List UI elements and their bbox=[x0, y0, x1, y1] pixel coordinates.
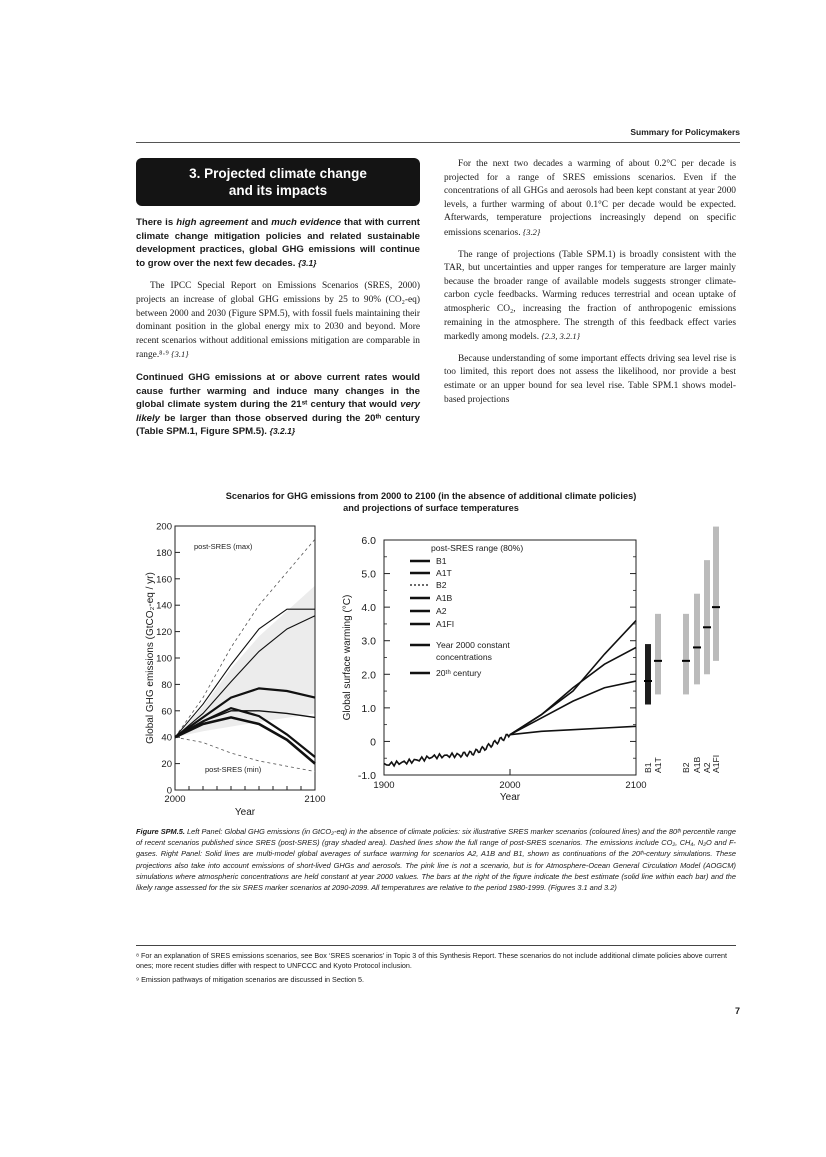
figure-title bbox=[136, 490, 726, 515]
warming-y-tick-label: 0 bbox=[370, 736, 376, 749]
emissions-y-tick-label: 180 bbox=[156, 547, 172, 559]
lead1-ref: {3.1} bbox=[298, 257, 317, 268]
emissions-y-axis-label: Global GHG emissions (GtCO₂-eq / yr) bbox=[145, 572, 156, 744]
emissions-y-tick-label: 140 bbox=[156, 600, 172, 612]
warming-y-tick-label: 6.0 bbox=[361, 535, 376, 547]
warming-y-tick-label: 4.0 bbox=[361, 602, 376, 615]
figure-title-line1: Scenarios for GHG emissions from 2000 to 2100 (in the absence of additional climate policies) bbox=[225, 491, 637, 501]
warming-bar-label: A1FI bbox=[711, 754, 721, 773]
right-para2-text: The range of projections (Table SPM.1) is broadly consistent with the TAR, but uncertainties and upper ranges for temperature are larger mainly because the broader range of available models suggests stronger climate-carbon cycle feedbacks. Warming reduces terrestrial and ocean uptake of atmospheric CO₂, increasing the fraction of anthropogenic emissions remaining in the atmosphere. The strength of this feedback effect varies markedly among models. bbox=[444, 249, 736, 343]
emissions-plot-frame bbox=[175, 526, 315, 790]
emissions-scenario-line bbox=[175, 708, 315, 757]
warming-legend-label: Year 2000 constant bbox=[436, 640, 510, 650]
footnote-9-text: Emission pathways of mitigation scenarios are discussed in Section 5. bbox=[139, 975, 364, 984]
caption-text: Left Panel: Global GHG emissions (in GtCO₂-eq) in the absence of climate policies: six illustrative SRES marker scenarios (coloured lines) and the 80ᵗʰ percentile range of recent scenarios published since SRES (post-SRES) (gray shaded area). Dashed lines show the full range of post-SRES scenarios. The emissions include CO₂, CH₄, N₂O and F-gases. Right Panel: Solid lines are multi-model global averages of surface warming for scenarios A2, A1B and B1, shown as continuations of the 20ᵗʰ-century simulations. These projections also take into account emissions of short-lived GHGs and aerosols. The pink line is not a scenario, but is for Atmosphere-Ocean General Circulation Model (AOGCM) simulations where atmospheric concentrations are held constant at year 2000 values. The bars at the right of the figure indicate the best estimate (solid line within each bar) and the likely range assessed for the six SRES marker scenarios at 2090-2099. All temperatures are relative to the period 1980-1999. (Figures 3.1 and 3.2) bbox=[136, 827, 736, 893]
section-title-line2: and its impacts bbox=[228, 183, 328, 198]
emissions-y-tick-label: 100 bbox=[156, 653, 172, 665]
warming-x-tick-label: 2000 bbox=[499, 780, 521, 791]
emissions-annotation-min: post-SRES (min) bbox=[205, 765, 262, 774]
figure-caption bbox=[136, 826, 736, 893]
warming-legend-label: B1 bbox=[436, 556, 447, 566]
emissions-y-tick-label: 0 bbox=[166, 785, 172, 797]
emissions-scenario-line bbox=[175, 717, 315, 763]
lead2-emphasis-very-likely: very likely bbox=[136, 399, 420, 424]
emissions-y-tick-label: 120 bbox=[156, 627, 172, 639]
footnote-8 bbox=[136, 951, 736, 971]
warming-bar-label: A1B bbox=[692, 756, 702, 773]
warming-range-bar bbox=[694, 594, 700, 685]
warming-panel bbox=[342, 527, 721, 803]
emissions-y-tick-label: 40 bbox=[161, 732, 172, 744]
warming-legend-label: A2 bbox=[436, 606, 447, 616]
lead1-emphasis-agreement: high agreement bbox=[176, 217, 249, 228]
right-para3-text: Because understanding of some important effects driving sea level rise is too limited, this report does not assess the likelihood, nor provide a best estimate or an upper bound for sea level rise. Table SPM.1 shows model-based projections bbox=[444, 353, 736, 405]
right-paragraph-1 bbox=[444, 158, 736, 241]
warming-bar-label: B1 bbox=[643, 762, 653, 773]
left-column bbox=[136, 158, 420, 449]
right-para1-ref: {3.2} bbox=[522, 226, 541, 237]
section-title-line1: 3. Projected climate change bbox=[189, 166, 367, 181]
warming-legend-label: A1B bbox=[436, 593, 453, 603]
warming-series-line bbox=[510, 621, 636, 735]
warming-series-line bbox=[510, 647, 636, 734]
emissions-scenario-line bbox=[175, 711, 315, 737]
footnote-rule bbox=[136, 945, 736, 946]
lead1-emphasis-evidence: much evidence bbox=[271, 217, 341, 228]
emissions-scenario-line bbox=[175, 616, 315, 737]
lead-statement-2 bbox=[136, 371, 420, 439]
warming-y-tick-label: 1.0 bbox=[361, 702, 376, 715]
footnote-8-mark: ⁸ bbox=[136, 951, 140, 960]
right-paragraph-2 bbox=[444, 249, 736, 345]
warming-y-tick-label: 2.0 bbox=[361, 669, 376, 682]
warming-legend-label: A1FI bbox=[436, 619, 455, 629]
emissions-x-tick-label: 2000 bbox=[164, 794, 186, 805]
emissions-y-tick-label: 80 bbox=[161, 679, 172, 691]
warming-legend-label: A1T bbox=[436, 568, 452, 578]
emissions-dashed-line bbox=[175, 539, 315, 737]
header-rule bbox=[136, 142, 740, 143]
footnote-9-mark: ⁹ bbox=[136, 975, 140, 984]
emissions-x-tick-label: 2100 bbox=[304, 794, 326, 805]
lead2-text-c: be larger than those observed during the 20ᵗʰ century (Table SPM.1, Figure SPM.5). bbox=[136, 412, 420, 438]
warming-x-tick-label: 1900 bbox=[373, 780, 395, 791]
right-column bbox=[444, 158, 736, 415]
warming-bar-label: B2 bbox=[681, 762, 691, 773]
caption-label: Figure SPM.5. bbox=[136, 827, 185, 836]
lead2-text-a: Continued GHG emissions at or above current rates would cause further warming and induce many changes in the global climate system during the 21ˢᵗ century that would bbox=[136, 371, 420, 411]
warming-legend-label-cont: concentrations bbox=[436, 652, 492, 662]
lead2-ref: {3.2.1} bbox=[269, 426, 296, 437]
lead1-text-a: There is bbox=[136, 217, 177, 228]
warming-legend-title: post-SRES range (80%) bbox=[431, 543, 524, 553]
emissions-scenario-line bbox=[175, 609, 315, 737]
emissions-y-tick-label: 160 bbox=[156, 574, 172, 586]
warming-bar-label: A2 bbox=[702, 762, 712, 773]
warming-y-axis-label: Global surface warming (°C) bbox=[342, 594, 353, 721]
emissions-y-tick-label: 200 bbox=[156, 521, 172, 533]
left-paragraph-1 bbox=[136, 280, 420, 363]
warming-y-tick-label: 3.0 bbox=[361, 635, 376, 648]
left-para1-text: The IPCC Special Report on Emissions Scenarios (SRES, 2000) projects an increase of global GHG emissions by 25 to 90% (CO₂-eq) between 2000 and 2030 (Figure SPM.5), with fossil fuels maintaining their dominant position in the global energy mix to 2030 and beyond. More recent scenarios without additional emissions mitigation are comparable in range.⁸·⁹ bbox=[136, 281, 420, 361]
emissions-dashed-line bbox=[175, 737, 315, 771]
warming-bar-label: A1T bbox=[653, 757, 663, 773]
warming-series-line bbox=[510, 726, 636, 734]
emissions-scenario-line bbox=[175, 688, 315, 737]
emissions-shaded-range bbox=[175, 586, 315, 738]
emissions-annotation-max: post-SRES (max) bbox=[194, 542, 253, 551]
warming-range-bar bbox=[713, 527, 719, 661]
warming-series-line bbox=[510, 681, 636, 735]
warming-range-bar bbox=[683, 614, 689, 695]
emissions-panel bbox=[145, 522, 326, 819]
warming-range-bar bbox=[655, 614, 661, 695]
running-header: Summary for Policymakers bbox=[630, 127, 740, 137]
lead-statement-1 bbox=[136, 216, 420, 270]
lead1-text-c: and bbox=[248, 217, 272, 228]
warming-range-bar bbox=[645, 644, 651, 704]
emissions-y-tick-label: 60 bbox=[161, 706, 172, 718]
warming-y-tick-label: -1.0 bbox=[357, 770, 376, 782]
warming-legend-label: 20ᵗʰ century bbox=[436, 668, 482, 678]
warming-series-line bbox=[384, 735, 510, 766]
right-para1-text: For the next two decades a warming of about 0.2°C per decade is projected for a range of SRES emissions scenarios. Even if the concentrations of all GHGs and aerosols had been kept constant at year 2000 levels, a further warming of about 0.1°C per decade would be expected. Afterwards, temperature projections increasingly depend on specific emissions scenarios. bbox=[444, 159, 736, 238]
warming-range-bar bbox=[704, 560, 710, 674]
warming-x-tick-label: 2100 bbox=[625, 780, 647, 791]
page-number: 7 bbox=[734, 1006, 740, 1016]
warming-y-tick-label: 5.0 bbox=[361, 568, 376, 581]
section-heading-box bbox=[136, 158, 420, 206]
figure-title-line2: and projections of surface temperatures bbox=[343, 503, 519, 514]
warming-plot-frame bbox=[384, 540, 636, 775]
warming-legend-label: B2 bbox=[436, 580, 447, 590]
emissions-y-tick-label: 20 bbox=[161, 759, 172, 771]
right-paragraph-3 bbox=[444, 353, 736, 407]
emissions-x-axis-label: Year bbox=[234, 807, 256, 818]
footnote-9 bbox=[136, 975, 736, 985]
left-para1-ref: {3.1} bbox=[171, 349, 189, 360]
right-para2-ref: {2.3, 3.2.1} bbox=[541, 331, 581, 342]
footnote-8-text: For an explanation of SRES emissions scenarios, see Box ‘SRES scenarios’ in Topic 3 of this Synthesis Report. These scenarios do not include additional climate policies above current ones; more recent studies differ with respect to UNFCCC and Kyoto Protocol inclusion. bbox=[136, 951, 727, 971]
warming-x-axis-label: Year bbox=[499, 792, 521, 803]
lead1-text-e: that with current climate change mitigation policies and related sustainable development practices, global GHG emissions will continue to grow over the next few decades. bbox=[136, 217, 420, 269]
